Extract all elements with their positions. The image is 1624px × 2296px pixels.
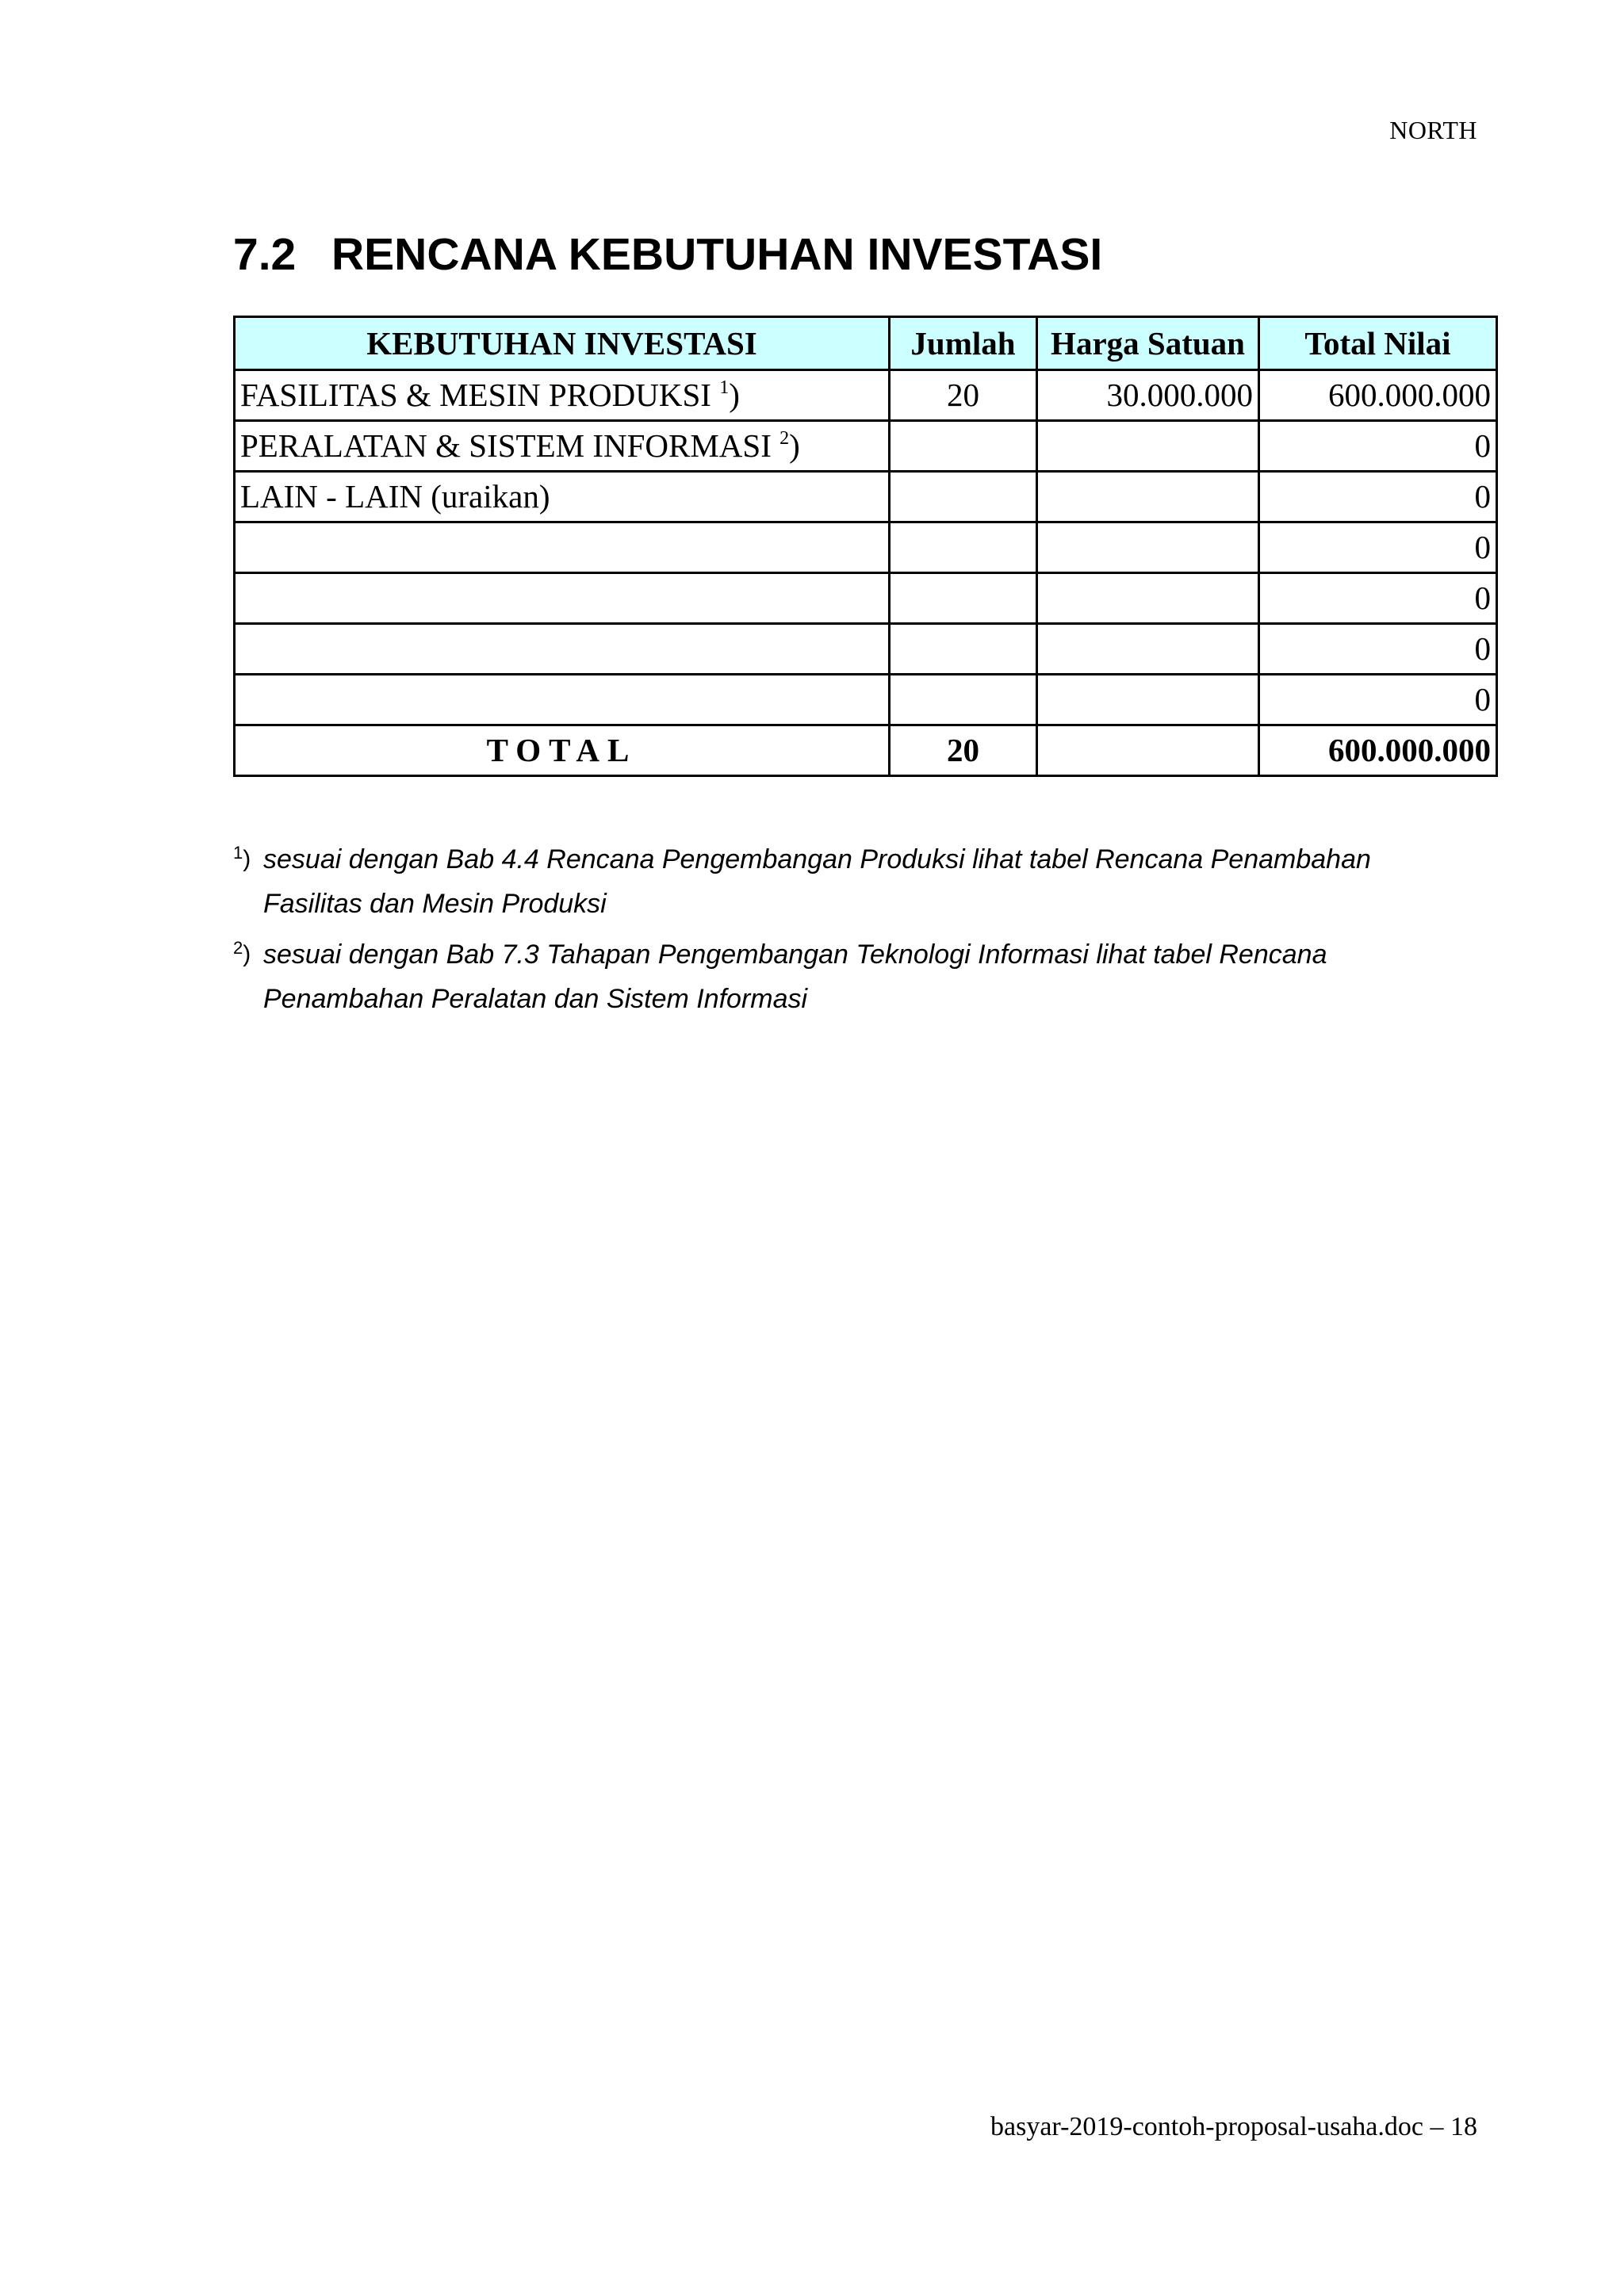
footnote: [233, 837, 1423, 926]
footnote-text: sesuai dengan Bab 7.3 Tahapan Pengembangan Teknologi Informasi lihat tabel Rencana Penambahan Peralatan dan Sistem Informasi: [263, 939, 1327, 1014]
row-quantity: [890, 472, 1037, 522]
row-description: [235, 573, 890, 624]
section-number: 7.2: [233, 229, 297, 280]
row-quantity: [890, 624, 1037, 675]
row-total: 0: [1259, 573, 1497, 624]
table-row: [235, 421, 1497, 472]
section-heading: [233, 228, 1102, 281]
footnote-number: 1: [233, 843, 243, 863]
footnote-close: ): [729, 377, 740, 413]
row-quantity: [890, 522, 1037, 573]
row-description: [235, 370, 890, 421]
row-unit-price: [1037, 522, 1259, 573]
footnote-marker: [233, 932, 263, 1021]
table-row: [235, 624, 1497, 675]
footnote-marker: [233, 837, 263, 926]
row-unit-price: [1037, 675, 1259, 725]
column-header-total: Total Nilai: [1259, 317, 1497, 370]
row-total: 0: [1259, 624, 1497, 675]
row-total: 0: [1259, 522, 1497, 573]
row-description: [235, 421, 890, 472]
table-row: [235, 573, 1497, 624]
footnote-number: 2: [233, 938, 243, 958]
row-quantity: [890, 421, 1037, 472]
row-quantity: [890, 573, 1037, 624]
row-total: 0: [1259, 472, 1497, 522]
footnote-marker-close: ): [243, 941, 251, 967]
section-title: RENCANA KEBUTUHAN INVESTASI: [331, 229, 1103, 280]
investment-table: [233, 316, 1498, 777]
column-header-jumlah: Jumlah: [890, 317, 1037, 370]
total-row: [235, 725, 1497, 776]
footnote-ref: 1: [719, 377, 730, 398]
row-description-text: FASILITAS & MESIN PRODUKSI: [240, 377, 720, 413]
row-unit-price: 30.000.000: [1037, 370, 1259, 421]
total-value: 600.000.000: [1259, 725, 1497, 776]
footnote: [233, 932, 1423, 1021]
row-total: 600.000.000: [1259, 370, 1497, 421]
table-row: [235, 472, 1497, 522]
row-unit-price: [1037, 624, 1259, 675]
table-header-row: [235, 317, 1497, 370]
row-description: [235, 522, 890, 573]
footnote-marker-close: ): [243, 846, 251, 872]
row-description: [235, 624, 890, 675]
total-label: TOTAL: [235, 725, 890, 776]
page-footer: basyar-2019-contoh-proposal-usaha.doc – 18: [990, 2112, 1477, 2141]
row-unit-price: [1037, 573, 1259, 624]
row-description-text: LAIN - LAIN (uraikan): [240, 478, 550, 515]
row-quantity: [890, 675, 1037, 725]
footnote-text: sesuai dengan Bab 4.4 Rencana Pengembangan Produksi lihat tabel Rencana Penambahan Fasilitas dan Mesin Produksi: [263, 844, 1371, 919]
row-unit-price: [1037, 472, 1259, 522]
row-unit-price: [1037, 421, 1259, 472]
table-row: [235, 675, 1497, 725]
table-row: [235, 522, 1497, 573]
row-description-text: PERALATAN & SISTEM INFORMASI: [240, 427, 780, 464]
total-unit-price: [1037, 725, 1259, 776]
row-quantity: 20: [890, 370, 1037, 421]
footnote-ref: 2: [779, 428, 790, 449]
column-header-kebutuhan: KEBUTUHAN INVESTASI: [235, 317, 890, 370]
table-row: [235, 370, 1497, 421]
row-description: [235, 472, 890, 522]
column-header-harga: Harga Satuan: [1037, 317, 1259, 370]
row-description: [235, 675, 890, 725]
row-total: 0: [1259, 675, 1497, 725]
footnotes: [233, 837, 1423, 1027]
running-header: NORTH: [1389, 116, 1477, 144]
row-total: 0: [1259, 421, 1497, 472]
footnote-close: ): [789, 427, 800, 464]
total-quantity: 20: [890, 725, 1037, 776]
